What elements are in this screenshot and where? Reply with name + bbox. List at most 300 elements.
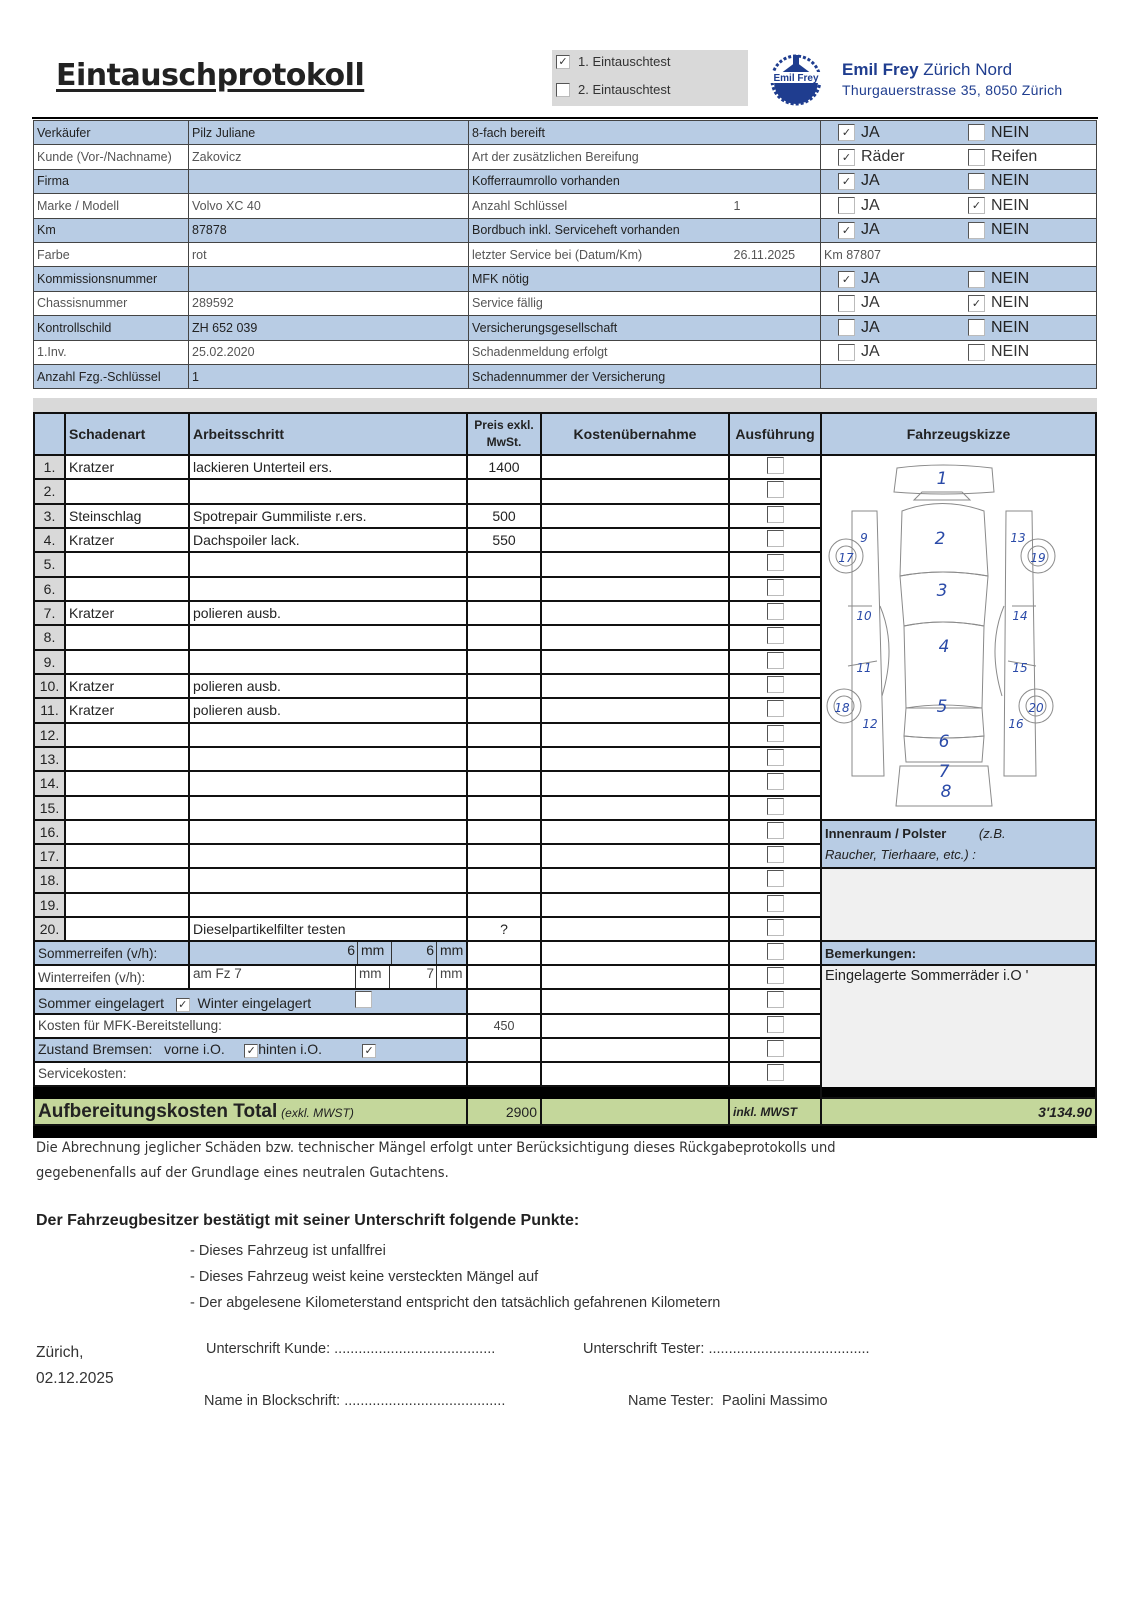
option-1[interactable] bbox=[824, 294, 968, 312]
damage-type[interactable]: Kratzer bbox=[65, 601, 189, 625]
damage-type[interactable]: Kratzer bbox=[65, 455, 189, 479]
option-1-label: JA bbox=[861, 221, 880, 239]
checkbox-execution[interactable] bbox=[767, 700, 784, 717]
info-question: Art der zusätzlichen Bereifung bbox=[469, 145, 731, 169]
execution-cell bbox=[729, 917, 821, 941]
info-label: Verkäufer bbox=[34, 121, 189, 145]
execution-cell bbox=[729, 747, 821, 771]
work-step[interactable]: Spotrepair Gummiliste r.ers. bbox=[189, 504, 467, 528]
checkbox-execution[interactable] bbox=[767, 1016, 784, 1033]
price[interactable] bbox=[467, 650, 541, 674]
work-step[interactable] bbox=[189, 820, 467, 844]
row-number: 12. bbox=[34, 723, 65, 747]
execution-cell bbox=[729, 771, 821, 795]
row-number: 6. bbox=[34, 577, 65, 601]
billing-note bbox=[36, 1136, 1036, 1186]
info-label: Km bbox=[34, 218, 189, 242]
info-value[interactable] bbox=[189, 169, 469, 193]
info-question-value[interactable]: 1 bbox=[731, 194, 821, 218]
brakes-cell bbox=[34, 1038, 467, 1062]
work-step[interactable] bbox=[189, 796, 467, 820]
work-step[interactable]: polieren ausb. bbox=[189, 674, 467, 698]
damage-type[interactable] bbox=[65, 650, 189, 674]
checkbox-option-2[interactable] bbox=[968, 124, 985, 141]
price[interactable] bbox=[467, 674, 541, 698]
info-row bbox=[34, 218, 1097, 242]
winter-tires-price[interactable] bbox=[467, 965, 541, 989]
confirmation-points bbox=[190, 1238, 720, 1316]
info-text[interactable] bbox=[821, 364, 1097, 388]
info-value[interactable]: 87878 bbox=[189, 218, 469, 242]
work-step[interactable] bbox=[189, 625, 467, 649]
cost-coverage[interactable] bbox=[541, 723, 729, 747]
checkbox-option-2[interactable] bbox=[968, 173, 985, 190]
cost-coverage[interactable] bbox=[541, 650, 729, 674]
sketch-zone-number: 10 bbox=[856, 609, 872, 623]
row-number: 16. bbox=[34, 820, 65, 844]
cost-coverage[interactable] bbox=[541, 796, 729, 820]
service-cost[interactable] bbox=[541, 1062, 729, 1086]
info-label: Kommissionsnummer bbox=[34, 267, 189, 291]
info-question-value[interactable] bbox=[731, 121, 821, 145]
checkbox-execution[interactable] bbox=[767, 798, 784, 815]
interior-notes[interactable] bbox=[821, 868, 1096, 941]
damage-row bbox=[34, 868, 1096, 892]
cost-coverage[interactable] bbox=[541, 747, 729, 771]
execution-cell bbox=[729, 893, 821, 917]
sketch-zone-number: 6 bbox=[938, 732, 950, 752]
execution-cell bbox=[729, 625, 821, 649]
service-price[interactable] bbox=[467, 1062, 541, 1086]
info-value[interactable]: Pilz Juliane bbox=[189, 121, 469, 145]
option-2-label: Reifen bbox=[991, 148, 1038, 166]
dealer-address: Thurgauerstrasse 35, 8050 Zürich bbox=[842, 82, 1063, 98]
test-option-2[interactable] bbox=[556, 82, 671, 97]
checkbox-option-1[interactable] bbox=[838, 295, 855, 312]
damage-type[interactable]: Steinschlag bbox=[65, 504, 189, 528]
option-1[interactable] bbox=[824, 343, 968, 361]
work-step[interactable] bbox=[189, 747, 467, 771]
option-2-label: NEIN bbox=[991, 196, 1030, 214]
execution-cell bbox=[729, 577, 821, 601]
checkbox-execution[interactable] bbox=[767, 676, 784, 693]
signature-customer[interactable]: Unterschrift Kunde: ........................................ bbox=[206, 1341, 496, 1357]
info-label: Farbe bbox=[34, 242, 189, 266]
damage-type[interactable] bbox=[65, 820, 189, 844]
damage-type[interactable] bbox=[65, 771, 189, 795]
info-value[interactable] bbox=[189, 267, 469, 291]
work-step[interactable]: Dachspoiler lack. bbox=[189, 528, 467, 552]
work-step[interactable] bbox=[189, 552, 467, 576]
info-row bbox=[34, 194, 1097, 218]
info-question-value[interactable]: 26.11.2025 bbox=[731, 242, 821, 266]
price[interactable] bbox=[467, 577, 541, 601]
row-number: 14. bbox=[34, 771, 65, 795]
price[interactable] bbox=[467, 601, 541, 625]
work-step[interactable] bbox=[189, 771, 467, 795]
cost-coverage[interactable] bbox=[541, 893, 729, 917]
cost-coverage[interactable] bbox=[541, 698, 729, 722]
option-2-label: NEIN bbox=[991, 172, 1030, 190]
work-step[interactable]: Dieselpartikelfilter testen bbox=[189, 917, 467, 941]
remarks-text[interactable]: Eingelagerte Sommerräder i.O ' bbox=[821, 965, 1096, 1098]
info-label: Kunde (Vor-/Nachname) bbox=[34, 145, 189, 169]
info-question-value[interactable] bbox=[731, 340, 821, 364]
price[interactable] bbox=[467, 698, 541, 722]
option-1-label: JA bbox=[861, 196, 880, 214]
cost-coverage[interactable] bbox=[541, 674, 729, 698]
checkbox-summer-stored[interactable]: ✓ bbox=[176, 998, 190, 1012]
winter-stored-label: Winter eingelagert bbox=[197, 994, 312, 1011]
billing-note-line2: gegebenenfalls auf der Grundlage eines neutralen Gutachtens. bbox=[36, 1165, 449, 1181]
damage-type[interactable] bbox=[65, 844, 189, 868]
info-value[interactable]: 1 bbox=[189, 364, 469, 388]
option-1[interactable] bbox=[824, 221, 968, 239]
damage-type[interactable] bbox=[65, 868, 189, 892]
info-options bbox=[821, 145, 1097, 169]
winter-front[interactable]: am Fz 7 bbox=[190, 966, 356, 988]
sketch-zone-number: 2 bbox=[934, 529, 946, 549]
cost-coverage[interactable] bbox=[541, 577, 729, 601]
price[interactable]: ? bbox=[467, 917, 541, 941]
damage-type[interactable]: Kratzer bbox=[65, 528, 189, 552]
checkbox-option-1[interactable]: ✓ bbox=[838, 222, 855, 239]
option-2-label: NEIN bbox=[991, 221, 1030, 239]
cost-coverage[interactable] bbox=[541, 771, 729, 795]
info-value[interactable]: 25.02.2020 bbox=[189, 340, 469, 364]
execution-cell bbox=[729, 479, 821, 503]
execution-cell bbox=[729, 796, 821, 820]
checkbox-execution[interactable] bbox=[767, 579, 784, 596]
checkbox-execution[interactable] bbox=[767, 554, 784, 571]
sketch-zone-number: 15 bbox=[1012, 661, 1028, 675]
damage-type[interactable]: Kratzer bbox=[65, 698, 189, 722]
checkbox-execution[interactable] bbox=[767, 481, 784, 498]
cost-coverage[interactable] bbox=[541, 528, 729, 552]
option-1[interactable] bbox=[824, 197, 968, 215]
option-2-label: NEIN bbox=[991, 318, 1030, 336]
checkbox-execution[interactable] bbox=[767, 846, 784, 863]
checkbox-option-2[interactable] bbox=[968, 271, 985, 288]
execution-cell bbox=[729, 650, 821, 674]
option-1-label: JA bbox=[861, 123, 880, 141]
cost-coverage[interactable] bbox=[541, 504, 729, 528]
storage-cost[interactable] bbox=[541, 989, 729, 1013]
checkbox-test-1[interactable]: ✓ bbox=[556, 55, 570, 69]
price[interactable] bbox=[467, 771, 541, 795]
damage-type[interactable] bbox=[65, 893, 189, 917]
price[interactable] bbox=[467, 868, 541, 892]
price[interactable]: 500 bbox=[467, 504, 541, 528]
damage-table bbox=[33, 412, 1097, 1138]
checkbox-execution[interactable] bbox=[767, 457, 784, 474]
checkbox-execution[interactable] bbox=[767, 870, 784, 887]
col-ausfuehrung: Ausführung bbox=[729, 413, 821, 455]
interior-header bbox=[821, 820, 1096, 868]
col-preis bbox=[467, 413, 541, 455]
row-number: 4. bbox=[34, 528, 65, 552]
summer-front-unit: mm bbox=[358, 942, 392, 964]
checkbox-execution[interactable] bbox=[767, 991, 784, 1008]
work-step[interactable] bbox=[189, 844, 467, 868]
col-kostenuebernahme: Kostenübernahme bbox=[541, 413, 729, 455]
sketch-zone-number: 12 bbox=[862, 717, 878, 731]
total-label-note: (exkl. MWST) bbox=[281, 1105, 354, 1120]
checkbox-execution[interactable] bbox=[767, 749, 784, 766]
total-row bbox=[34, 1098, 1096, 1125]
info-question: Anzahl Schlüssel bbox=[469, 194, 731, 218]
checkbox-option-2[interactable]: ✓ bbox=[968, 295, 985, 312]
checkbox-option-2[interactable] bbox=[968, 344, 985, 361]
sketch-zone-number: 18 bbox=[834, 701, 850, 715]
checkbox-execution[interactable] bbox=[767, 652, 784, 669]
row-number: 13. bbox=[34, 747, 65, 771]
brakes-cost[interactable] bbox=[541, 1038, 729, 1062]
damage-type[interactable] bbox=[65, 747, 189, 771]
price[interactable] bbox=[467, 625, 541, 649]
option-1-label: JA bbox=[861, 318, 880, 336]
brakes-price[interactable] bbox=[467, 1038, 541, 1062]
option-1[interactable] bbox=[824, 172, 968, 190]
execution-cell bbox=[729, 868, 821, 892]
divider-row bbox=[34, 1086, 1096, 1098]
work-step[interactable]: polieren ausb. bbox=[189, 601, 467, 625]
checkbox-option-1[interactable]: ✓ bbox=[838, 173, 855, 190]
checkbox-execution[interactable] bbox=[767, 919, 784, 936]
checkbox-execution[interactable] bbox=[767, 822, 784, 839]
damage-type[interactable] bbox=[65, 625, 189, 649]
checkbox-option-2[interactable] bbox=[968, 319, 985, 336]
option-1[interactable] bbox=[824, 148, 968, 166]
execution-cell bbox=[729, 674, 821, 698]
damage-type[interactable] bbox=[65, 479, 189, 503]
checkbox-execution[interactable] bbox=[767, 530, 784, 547]
damage-type[interactable] bbox=[65, 552, 189, 576]
price[interactable] bbox=[467, 820, 541, 844]
col-arbeitsschritt: Arbeitsschritt bbox=[189, 413, 467, 455]
option-2[interactable] bbox=[968, 221, 1029, 239]
sketch-zone-number: 16 bbox=[1008, 717, 1024, 731]
info-question-value[interactable] bbox=[731, 291, 821, 315]
option-2[interactable] bbox=[968, 148, 1037, 166]
execution-cell bbox=[729, 698, 821, 722]
option-1[interactable] bbox=[824, 319, 968, 337]
summer-rear-unit: mm bbox=[440, 941, 464, 958]
mfk-value[interactable]: 450 bbox=[467, 1014, 541, 1038]
option-1[interactable] bbox=[824, 270, 968, 288]
checkbox-execution[interactable] bbox=[767, 1064, 784, 1081]
info-question-value[interactable] bbox=[731, 169, 821, 193]
summer-rear[interactable]: 6 bbox=[392, 942, 437, 964]
sketch-zone-number: 4 bbox=[938, 637, 950, 657]
checkbox-execution[interactable] bbox=[767, 943, 784, 960]
cost-coverage[interactable] bbox=[541, 820, 729, 844]
option-2[interactable] bbox=[968, 343, 1029, 361]
summer-tires-cost[interactable] bbox=[541, 941, 729, 965]
summer-tires-label: Sommerreifen (v/h): bbox=[34, 941, 189, 965]
option-2[interactable] bbox=[968, 270, 1029, 288]
row-number: 10. bbox=[34, 674, 65, 698]
info-question-value[interactable] bbox=[731, 316, 821, 340]
signature-tester[interactable]: Unterschrift Tester: ........................................ bbox=[583, 1341, 870, 1357]
execution-cell bbox=[729, 1062, 821, 1086]
cost-coverage[interactable] bbox=[541, 479, 729, 503]
work-step[interactable]: lackieren Unterteil ers. bbox=[189, 455, 467, 479]
dealer-name-bold: Emil Frey bbox=[842, 60, 919, 79]
price[interactable] bbox=[467, 552, 541, 576]
work-step[interactable]: polieren ausb. bbox=[189, 698, 467, 722]
sketch-zone-number: 9 bbox=[860, 531, 868, 545]
cost-coverage[interactable] bbox=[541, 552, 729, 576]
checkbox-execution[interactable] bbox=[767, 773, 784, 790]
info-row bbox=[34, 340, 1097, 364]
row-number: 20. bbox=[34, 917, 65, 941]
checkbox-option-2[interactable] bbox=[968, 222, 985, 239]
damage-row bbox=[34, 820, 1096, 844]
price[interactable] bbox=[467, 893, 541, 917]
checkbox-option-1[interactable] bbox=[838, 319, 855, 336]
price[interactable] bbox=[467, 796, 541, 820]
option-2[interactable] bbox=[968, 294, 1029, 312]
price[interactable] bbox=[467, 479, 541, 503]
info-value[interactable]: ZH 652 039 bbox=[189, 316, 469, 340]
storage-price[interactable] bbox=[467, 989, 541, 1013]
damage-type[interactable] bbox=[65, 723, 189, 747]
option-2[interactable] bbox=[968, 197, 1029, 215]
info-label: Kontrollschild bbox=[34, 316, 189, 340]
info-row bbox=[34, 364, 1097, 388]
option-2-label: NEIN bbox=[991, 343, 1030, 361]
info-label: Anzahl Fzg.-Schlüssel bbox=[34, 364, 189, 388]
summer-front[interactable]: 6 bbox=[190, 942, 358, 964]
vehicle-sketch bbox=[821, 455, 1096, 820]
price[interactable] bbox=[467, 723, 541, 747]
winter-front-unit: mm bbox=[356, 966, 390, 988]
option-1-label: JA bbox=[861, 270, 880, 288]
dealer-name-rest: Zürich Nord bbox=[918, 60, 1013, 79]
option-1[interactable] bbox=[824, 124, 968, 142]
name-tester-label: Name Tester: bbox=[628, 1393, 714, 1409]
checkbox-execution[interactable] bbox=[767, 1040, 784, 1057]
info-label: Marke / Modell bbox=[34, 194, 189, 218]
checkbox-option-1[interactable] bbox=[838, 197, 855, 214]
info-options bbox=[821, 194, 1097, 218]
info-text[interactable]: Km 87807 bbox=[821, 242, 1097, 266]
checkbox-winter-stored[interactable] bbox=[355, 991, 372, 1008]
checkbox-option-2[interactable]: ✓ bbox=[968, 197, 985, 214]
checkbox-test-2[interactable] bbox=[556, 83, 570, 97]
option-2[interactable] bbox=[968, 319, 1029, 337]
info-options bbox=[821, 218, 1097, 242]
work-step[interactable] bbox=[189, 868, 467, 892]
test-option-label: 1. Eintauschtest bbox=[578, 54, 671, 69]
cost-coverage[interactable] bbox=[541, 625, 729, 649]
test-option-1[interactable] bbox=[556, 54, 671, 69]
damage-type[interactable] bbox=[65, 577, 189, 601]
checkbox-execution[interactable] bbox=[767, 627, 784, 644]
work-step[interactable] bbox=[189, 577, 467, 601]
checkbox-execution[interactable] bbox=[767, 506, 784, 523]
row-number: 2. bbox=[34, 479, 65, 503]
info-label: 1.Inv. bbox=[34, 340, 189, 364]
info-question-value[interactable] bbox=[731, 145, 821, 169]
work-step[interactable] bbox=[189, 723, 467, 747]
date: 02.12.2025 bbox=[36, 1370, 114, 1387]
service-label: Servicekosten: bbox=[34, 1062, 467, 1086]
info-row bbox=[34, 121, 1097, 145]
vehicle-info-table bbox=[33, 120, 1097, 389]
cost-coverage[interactable] bbox=[541, 917, 729, 941]
cost-coverage[interactable] bbox=[541, 844, 729, 868]
checkbox-option-1[interactable]: ✓ bbox=[838, 149, 855, 166]
storage-cell bbox=[34, 989, 467, 1013]
checkbox-option-1[interactable]: ✓ bbox=[838, 271, 855, 288]
price[interactable] bbox=[467, 747, 541, 771]
work-step[interactable] bbox=[189, 650, 467, 674]
info-value[interactable]: Volvo XC 40 bbox=[189, 194, 469, 218]
info-question: MFK nötig bbox=[469, 267, 731, 291]
info-row bbox=[34, 169, 1097, 193]
checkbox-option-1[interactable] bbox=[838, 344, 855, 361]
checkbox-execution[interactable] bbox=[767, 967, 784, 984]
winter-tires-cost[interactable] bbox=[541, 965, 729, 989]
option-2[interactable] bbox=[968, 124, 1029, 142]
checkbox-execution[interactable] bbox=[767, 603, 784, 620]
test-option-label: 2. Eintauschtest bbox=[578, 82, 671, 97]
cost-coverage[interactable] bbox=[541, 868, 729, 892]
info-options bbox=[821, 340, 1097, 364]
row-number: 18. bbox=[34, 868, 65, 892]
damage-type[interactable] bbox=[65, 796, 189, 820]
damage-type[interactable] bbox=[65, 917, 189, 941]
winter-tires-values bbox=[189, 965, 467, 989]
sketch-zone-number: 20 bbox=[1028, 701, 1044, 715]
mfk-cost[interactable] bbox=[541, 1014, 729, 1038]
damage-type[interactable]: Kratzer bbox=[65, 674, 189, 698]
cost-coverage[interactable] bbox=[541, 601, 729, 625]
checkbox-brakes-front[interactable]: ✓ bbox=[244, 1044, 258, 1058]
checkbox-option-1[interactable]: ✓ bbox=[838, 124, 855, 141]
option-2-label: NEIN bbox=[991, 294, 1030, 312]
info-question-value[interactable] bbox=[731, 364, 821, 388]
checkbox-execution[interactable] bbox=[767, 895, 784, 912]
price[interactable]: 550 bbox=[467, 528, 541, 552]
execution-cell bbox=[729, 820, 821, 844]
checkbox-option-2[interactable] bbox=[968, 149, 985, 166]
option-1-label: JA bbox=[861, 172, 880, 190]
work-step[interactable] bbox=[189, 479, 467, 503]
col-schadenart: Schadenart bbox=[65, 413, 189, 455]
winter-rear[interactable]: 7 bbox=[390, 966, 437, 988]
info-value[interactable]: Zakovicz bbox=[189, 145, 469, 169]
info-value[interactable]: 289592 bbox=[189, 291, 469, 315]
cost-coverage[interactable] bbox=[541, 455, 729, 479]
name-block-letters[interactable]: Name in Blockschrift: ........................................ bbox=[204, 1393, 506, 1409]
info-question-value[interactable] bbox=[731, 267, 821, 291]
confirmation-point: - Dieses Fahrzeug weist keine versteckten Mängel auf bbox=[190, 1269, 539, 1285]
price[interactable]: 1400 bbox=[467, 455, 541, 479]
info-question-value[interactable] bbox=[731, 218, 821, 242]
option-2[interactable] bbox=[968, 172, 1029, 190]
summer-tires-price[interactable] bbox=[467, 941, 541, 965]
info-value[interactable]: rot bbox=[189, 242, 469, 266]
work-step[interactable] bbox=[189, 893, 467, 917]
row-number: 7. bbox=[34, 601, 65, 625]
header-divider bbox=[32, 117, 1098, 119]
price[interactable] bbox=[467, 844, 541, 868]
checkbox-execution[interactable] bbox=[767, 725, 784, 742]
checkbox-brakes-rear[interactable]: ✓ bbox=[362, 1044, 376, 1058]
